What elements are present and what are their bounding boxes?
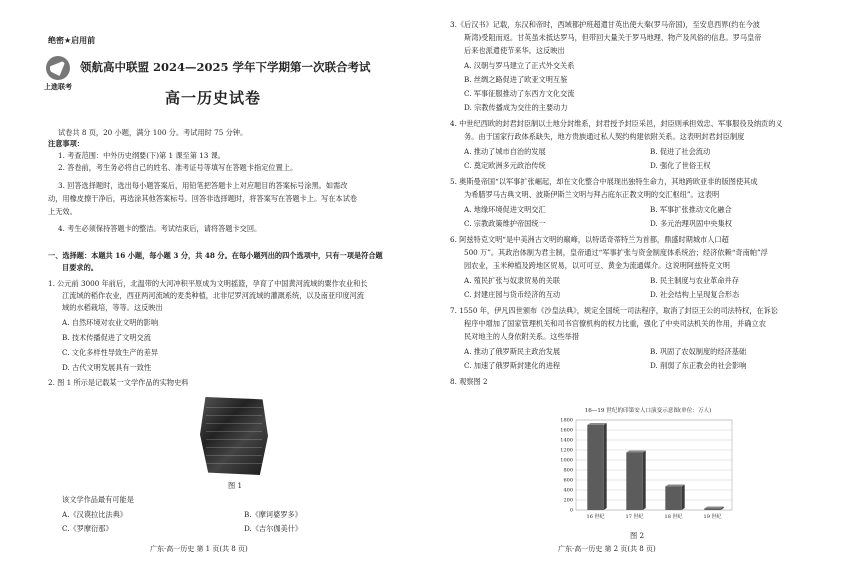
bar <box>587 425 603 510</box>
question-7-text: 7. 1550 年，伊凡四世颁布《沙皇法典》，规定全国统一司法程序，取消了封臣王公的司法特权，在诉讼 <box>450 306 778 315</box>
option-c: C.《罗摩衍那》 <box>62 524 113 533</box>
note-line: 上无效。 <box>48 207 77 216</box>
y-tick-label: 0 <box>569 507 573 514</box>
option-b: B. 技术传播促进了文明交流 <box>62 333 151 342</box>
question-8-text: 8. 观察图 2 <box>450 377 488 386</box>
x-tick-label: 16 世纪 <box>586 514 605 520</box>
question-1-text: 1. 公元前 3000 年前后，北温带的大河冲积平原成为文明摇篮，孕育了中国黄河流域的粟作农业和长 <box>48 279 368 288</box>
option-a: A.《汉谟拉比法典》 <box>62 510 127 519</box>
note-line: 2. 答卷前，考生务必将自己的姓名、准考证号等填写在答题卡指定位置上。 <box>58 163 298 172</box>
chart-bars <box>587 423 723 510</box>
option-d: D. 多元治理巩固中央集权 <box>650 219 732 228</box>
option-d: D. 强化了世俗王权 <box>650 161 711 170</box>
y-tick-label: 1600 <box>560 427 573 434</box>
option-a: A. 推动了城市自治的发展 <box>464 147 546 156</box>
bar-top <box>626 451 645 453</box>
question-4-text: 务。由于国家行政体系缺失，地方贵族通过私人契约构建依附关系。这表明封君封臣制度 <box>464 132 745 141</box>
bar-top <box>587 423 606 425</box>
question-1-text: 江流域的稻作农业，西亚两河流域的麦类种植，北非尼罗河流域的灌溉系统，以及南亚印度河流 <box>62 291 364 300</box>
option-c: C. 奠定欧洲多元政治传统 <box>464 161 546 170</box>
option-b: B. 促进了社会流动 <box>650 147 711 156</box>
option-b: B.《摩诃婆罗多》 <box>244 510 302 519</box>
option-c: C. 文化多样性导致生产的差异 <box>62 348 159 357</box>
page-footer: 广东·高一历史 第 2 页(共 8 页) <box>558 545 656 553</box>
bar-top <box>704 507 723 509</box>
option-d: D. 削弱了东正教会的社会影响 <box>650 361 747 370</box>
note-line: 3. 回答选择题时，选出每小题答案后，用铅笔把答题卡上对应题目的答案标号涂黑。如需改 <box>58 181 348 190</box>
bar-side <box>643 451 646 511</box>
option-b: B. 丝绸之路促进了欧亚文明互鉴 <box>464 75 568 84</box>
y-tick-label: 600 <box>563 477 573 484</box>
question-5-text: 为希腊罗马古典文明、波斯伊斯兰文明与拜占庭东正教文明的交汇枢纽”。这表明 <box>464 190 720 199</box>
bar-side <box>604 423 607 510</box>
y-tick-label: 800 <box>563 467 573 474</box>
subject-title: 高一历史试卷 <box>165 89 262 107</box>
bar-side <box>682 485 685 511</box>
question-6-text: 园农业，玉米种植及跨地区贸易，以可可豆、黄金为流通媒介。这说明阿兹特克文明 <box>464 261 730 270</box>
question-3-text: 后来也派遣使节来华。这反映出 <box>464 46 565 55</box>
option-b: B. 民主制度与农业革命并存 <box>650 276 739 285</box>
option-a: A. 推动了俄罗斯民主政治发展 <box>464 347 561 356</box>
note-line: 动，用橡皮擦干净后，再选涂其他答案标号。回答非选择题时，将答案写在答题卡上。写在本试卷 <box>48 194 358 203</box>
chart-y-ticks <box>560 418 573 514</box>
question-1-text: 域的水稻栽培，等等。这反映出 <box>62 303 163 312</box>
figure-1-caption: 图 1 <box>228 481 243 490</box>
option-d: D. 社会结构上呈现复合形态 <box>650 290 740 299</box>
publisher-logo <box>44 56 74 96</box>
question-3-text: 斯湾)受阻而返。甘英虽未抵达罗马，但带回大量关于罗马地理、物产及风俗的信息。罗马皇帝 <box>464 33 762 42</box>
confidential-label: 绝密★启用前 <box>48 36 96 45</box>
bar-top <box>665 485 684 487</box>
option-c: C. 军事征服推动了东西方文化交流 <box>464 89 575 98</box>
question-7-text: 程序中增加了国家管理机关和司书官僚机构的权力比重，强化了中央司法机关的作用，并确立农 <box>464 319 766 328</box>
x-tick-label: 18 世纪 <box>664 514 683 520</box>
page-footer: 广东·高一历史 第 1 页(共 8 页) <box>150 545 248 553</box>
notes-title: 注意事项： <box>48 139 84 148</box>
y-tick-label: 1200 <box>560 447 573 454</box>
question-5-text: 5. 奥斯曼帝国“以军事扩张崛起，却在文化整合中展现出独特生命力，其地跨欧亚非的版图使其成 <box>450 177 758 186</box>
option-d: D. 宗教传播成为交往的主要动力 <box>464 103 568 112</box>
chart-x-ticks <box>587 513 722 520</box>
section-heading: 一、选择题：本题共 16 小题，每小题 3 分，共 48 分。在每小题列出的四个选项中，只有一项是符合题 <box>48 251 383 260</box>
option-b: B. 巩固了农奴制度的经济基础 <box>650 347 747 356</box>
y-tick-label: 1400 <box>560 437 573 444</box>
option-d: D.《吉尔伽美什》 <box>244 524 303 533</box>
option-a: A. 自然环境对农业文明的影响 <box>62 318 159 327</box>
option-a: A. 汉朝与罗马建立了正式外交关系 <box>464 61 575 70</box>
y-tick-label: 1000 <box>560 457 573 464</box>
figure-2-caption: 图 2 <box>630 531 645 540</box>
y-tick-label: 400 <box>563 487 573 494</box>
cuneiform-tablet-image <box>200 397 268 475</box>
x-tick-label: 19 世纪 <box>703 514 722 520</box>
chart-title: 16—19 世纪的印第安人口演变示意图(单位：万人) <box>584 408 712 414</box>
option-c: C. 宗教政策维护帝国统一 <box>464 219 546 228</box>
population-bar-chart <box>548 404 748 528</box>
bar <box>626 453 642 511</box>
bar <box>665 487 681 511</box>
question-2-ask: 该文学作品最有可能是 <box>62 495 134 504</box>
note-line: 4. 考生必须保持答题卡的整洁。考试结束后，请将答题卡交回。 <box>58 224 262 233</box>
y-tick-label: 200 <box>563 497 573 504</box>
y-tick-label: 1800 <box>560 417 573 424</box>
option-c: C. 加速了俄罗斯封建化的进程 <box>464 361 561 370</box>
option-b: B. 军事扩张推动文化融合 <box>650 205 732 214</box>
question-6-text: 500 万”。其政治体制为君主制，皇帝通过“军事扩张与资金制度体系统治；经济依赖“奇南帕”浮 <box>464 248 768 257</box>
x-tick-label: 17 世纪 <box>625 514 644 520</box>
option-a: A. 殖民扩张与奴隶贸易的关联 <box>464 276 561 285</box>
exam-title: 领航高中联盟 2024—2025 学年下学期第一次联合考试 <box>80 60 371 74</box>
question-3-text: 3.《后汉书》记载，东汉和帝时，西域都护班超遣甘英出使大秦(罗马帝国)，至安息西界(约在今波 <box>450 20 760 29</box>
option-a: A. 地缘环境促进文明交汇 <box>464 205 546 214</box>
option-c: C. 封建庄园与货币经济的互动 <box>464 290 561 299</box>
bar <box>704 509 720 511</box>
question-7-text: 民对地主的人身依附关系。这些举措 <box>464 332 580 341</box>
question-4-text: 4. 中世纪西欧的封君封臣制以土地分封维系，封君授予封臣采邑，封臣则承担效忠、军事服役及纳贡的义 <box>450 119 783 128</box>
logo-name: 上進联考 <box>44 83 72 91</box>
question-6-text: 6. 阿兹特克文明“是中美洲古文明的巅峰，以特诺奇蒂特兰为首都，鼎盛时期城市人口超 <box>450 235 729 244</box>
question-2-text: 2. 图 1 所示是记载某一文学作品的实物史料 <box>48 378 189 387</box>
note-line: 1. 考查范围：中外历史纲要(下)第 1 课至第 13 课。 <box>58 151 225 160</box>
section-heading: 目要求的。 <box>62 263 98 272</box>
exam-info: 试卷共 8 页，20 小题，满分 100 分。考试用时 75 分钟。 <box>58 128 248 137</box>
option-d: D. 古代文明发展具有一致性 <box>62 363 152 372</box>
